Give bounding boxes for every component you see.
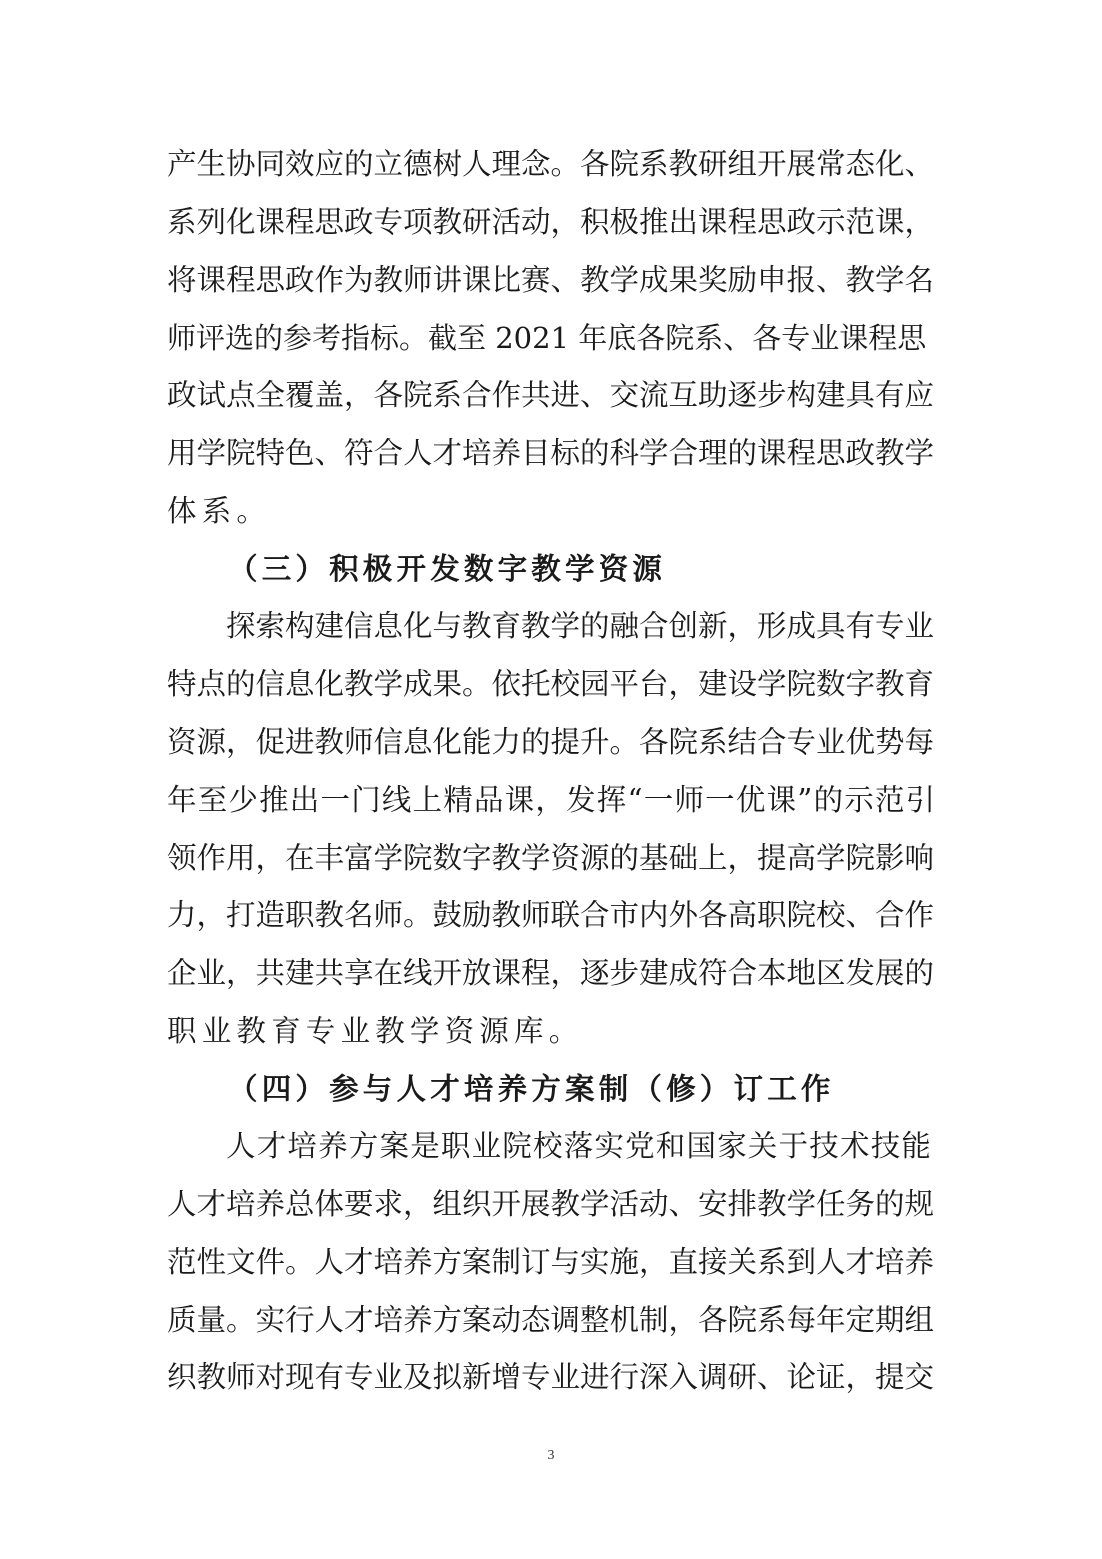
paragraph-line: 质量。实行人才培养方案动态调整机制，各院系每年定期组 — [167, 1303, 935, 1337]
paragraph-line: 产生协同效应的立德树人理念。各院系教研组开展常态化、 — [167, 147, 935, 181]
paragraph-line: 企业，共建共享在线开放课程，逐步建成符合本地区发展的 — [167, 956, 935, 990]
paragraph-line: 年至少推出一门线上精品课，发挥“一师一优课”的示范引 — [167, 783, 937, 817]
paragraph-line: 领作用，在丰富学院数字教学资源的基础上，提高学院影响 — [167, 841, 935, 875]
paragraph-line: 力，打造职教名师。鼓励教师联合市内外各高职院校、合作 — [167, 898, 935, 932]
paragraph-line: 职业教育专业教学资源库。 — [167, 1014, 584, 1048]
page-number: 3 — [547, 1448, 555, 1463]
paragraph-first-line: 探索构建信息化与教育教学的融合创新，形成具有专业 — [226, 609, 935, 643]
paragraph-line: 政试点全覆盖，各院系合作共进、交流互助逐步构建具有应 — [167, 378, 935, 412]
paragraph-line: 用学院特色、符合人才培养目标的科学合理的课程思政教学 — [167, 436, 935, 470]
paragraph-line: 特点的信息化教学成果。依托校园平台，建设学院数字教育 — [167, 667, 935, 701]
paragraph-line: 范性文件。人才培养方案制订与实施，直接关系到人才培养 — [167, 1245, 935, 1279]
paragraph-line: 体系。 — [167, 494, 272, 528]
paragraph-line: 将课程思政作为教师讲课比赛、教学成果奖励申报、教学名 — [167, 263, 935, 297]
section-heading: （三）积极开发数字教学资源 — [228, 551, 667, 586]
paragraph-first-line: 人才培养方案是职业院校落实党和国家关于技术技能 — [226, 1129, 933, 1163]
paragraph-line: 资源，促进教师信息化能力的提升。各院系结合专业优势每 — [167, 725, 935, 759]
paragraph-line: 师评选的参考指标。截至 2021 年底各院系、各专业课程思 — [167, 321, 927, 355]
paragraph-line: 人才培养总体要求，组织开展教学活动、安排教学任务的规 — [167, 1187, 935, 1221]
paragraph-line: 织教师对现有专业及拟新增专业进行深入调研、论证，提交 — [167, 1360, 935, 1394]
paragraph-line: 系列化课程思政专项教研活动，积极推出课程思政示范课， — [167, 205, 935, 239]
section-heading: （四）参与人才培养方案制（修）订工作 — [228, 1071, 835, 1106]
